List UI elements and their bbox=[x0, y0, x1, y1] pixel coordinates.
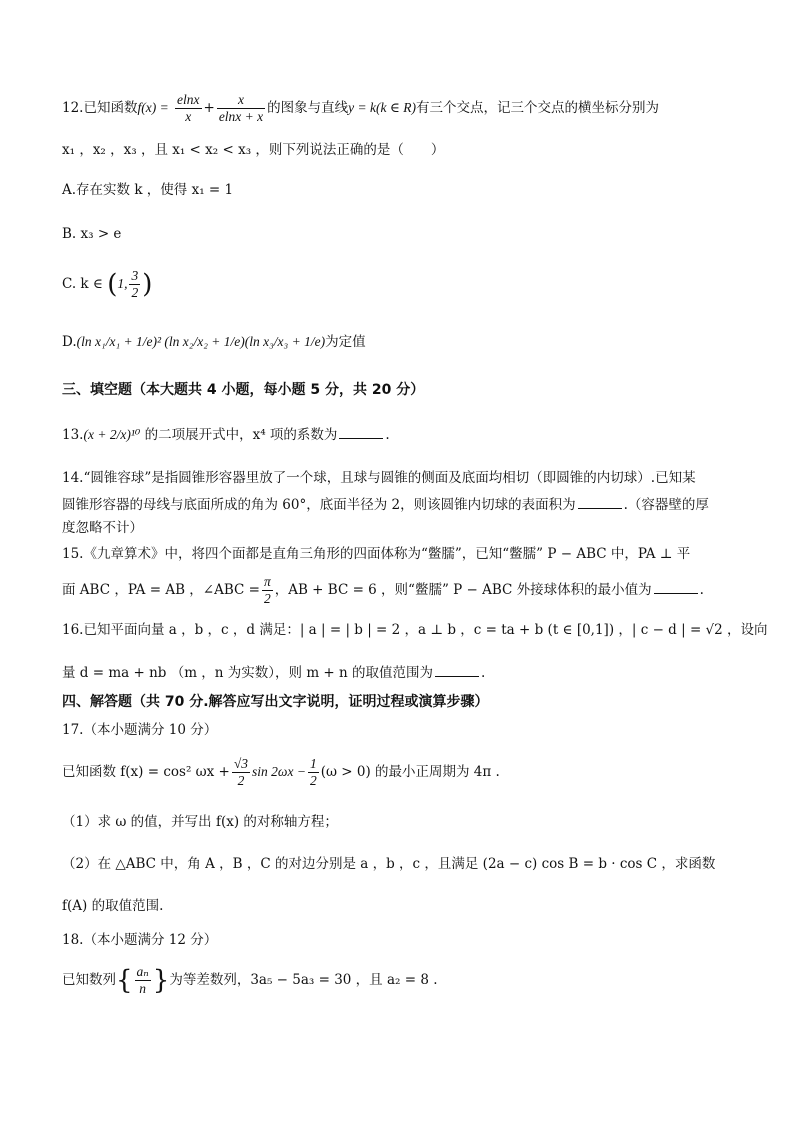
q15-angle-fraction: $\frac{\pi}{2}$ bbox=[263, 574, 271, 607]
q12-option-d: D.(ln x₁/x₁ + 1/e)² (ln x₂/x₂ + 1/e)(ln x₃/x₃ + 1/e)为定值 bbox=[62, 334, 366, 350]
q13-answer-blank[interactable] bbox=[339, 426, 383, 439]
q12-option-a: A.存在实数 k ，使得 x₁ = 1 bbox=[62, 182, 234, 198]
q16-line2: 量 d = ma + nb （m ，n 为实数），则 m + n 的取值范围为 . bbox=[62, 665, 486, 681]
q14-answer-blank[interactable] bbox=[578, 496, 622, 509]
q12-option-b: B. x₃ > e bbox=[62, 226, 122, 242]
q14-line1: 14.“圆锥容球”是指圆锥形容器里放了一个球，且球与圆锥的侧面及底面均相切（即圆锥的内切球）.已知某 bbox=[62, 470, 696, 486]
q15-answer-blank[interactable] bbox=[654, 581, 698, 594]
q12-option-c-fraction: $\frac{3}{2}$ bbox=[131, 268, 139, 301]
q17-header: 17.（本小题满分 10 分） bbox=[62, 722, 218, 738]
q18-sequence-fraction: $\frac{\text{aₙ}}{n}$ bbox=[136, 964, 149, 997]
q15-line2: 面 ABC ，PA = AB ，∠ABC = $\frac{\pi}{2}$ ，AB + BC = 6 ，则“鳖臑” P − ABC 外接球体积的最小值为 . bbox=[62, 574, 704, 607]
q16-line1: 16.已知平面向量 a ，b ，c ，d 满足：| a | = | b | = 2 ，a ⊥ b ，c = ta + b (t ∈ [0,1]) ，| c − d | = √2 ，设向 bbox=[62, 622, 768, 638]
q17-sqrt3-fraction: $\frac{√3}{2}$ bbox=[233, 756, 249, 789]
q15-line1: 15.《九章算术》中，将四个面都是直角三角形的四面体称为“鳖臑”，已知“鳖臑” P − ABC 中，PA ⊥ 平 bbox=[62, 546, 691, 562]
q12-function-lhs: f(x) = bbox=[137, 100, 169, 116]
q17-half-fraction: $\frac{1}{2}$ bbox=[309, 756, 317, 789]
q17-stem: 已知函数 f(x) = cos² ωx + $\frac{√3}{2}$ sin 2ωx − $\frac{1}{2}$ (ω > 0) 的最小正周期为 4π . bbox=[62, 756, 500, 789]
q16-answer-blank[interactable] bbox=[435, 664, 479, 677]
q14-line3: 度忽略不计） bbox=[62, 520, 143, 536]
section-4-title: 四、解答题（共 70 分.解答应写出文字说明，证明过程或演算步骤） bbox=[62, 694, 489, 710]
q17-part2-end: f(A) 的取值范围. bbox=[62, 898, 164, 914]
q12-fraction-1: $\frac{elnx}{x}$ bbox=[177, 92, 200, 125]
q12-option-d-expression: (ln x₁/x₁ + 1/e)² (ln x₂/x₂ + 1/e)(ln x₃/x₃ + 1/e) bbox=[76, 334, 326, 349]
q13: 13.(x + 2/x)¹⁰ 的二项展开式中，x⁴ 项的系数为 . bbox=[62, 427, 390, 443]
section-3-title: 三、填空题（本大题共 4 小题，每小题 5 分，共 20 分） bbox=[62, 382, 425, 398]
q12-fraction-2: $\frac{x}{elnx + x}$ bbox=[218, 92, 264, 125]
q17-part1: （1）求 ω 的值，并写出 f(x) 的对称轴方程； bbox=[62, 814, 338, 830]
q12-line1: 12.已知函数f(x) = $\frac{elnx}{x}$ + $\frac{x}{elnx + x}$ 的图象与直线y = k(k ∈ R)有三个交点，记三个交点的横坐标分别为 bbox=[62, 92, 659, 125]
q18-header: 18.（本小题满分 12 分） bbox=[62, 932, 218, 948]
q12-line2: x₁ ，x₂ ，x₃ ，且 x₁ < x₂ < x₃ ，则下列说法正确的是（ ） bbox=[62, 142, 445, 158]
q12-option-c: C. k ∈ (1, $\frac{3}{2}$ ) bbox=[62, 268, 153, 301]
q13-expression: (x + 2/x)¹⁰ bbox=[83, 427, 141, 442]
q14-line2: 圆锥形容器的母线与底面所成的角为 60°，底面半径为 2，则该圆锥内切球的表面积为 .（容器壁的厚 bbox=[62, 497, 709, 513]
q18-stem: 已知数列{ $\frac{\text{aₙ}}{n}$ }为等差数列，3a₅ − 5a₃ = 30 ，且 a₂ = 8 . bbox=[62, 964, 438, 997]
q17-part2: （2）在 △ABC 中，角 A ，B ，C 的对边分别是 a ，b ，c ，且满足 (2a − c) cos B = b · cos C ，求函数 bbox=[62, 856, 716, 872]
